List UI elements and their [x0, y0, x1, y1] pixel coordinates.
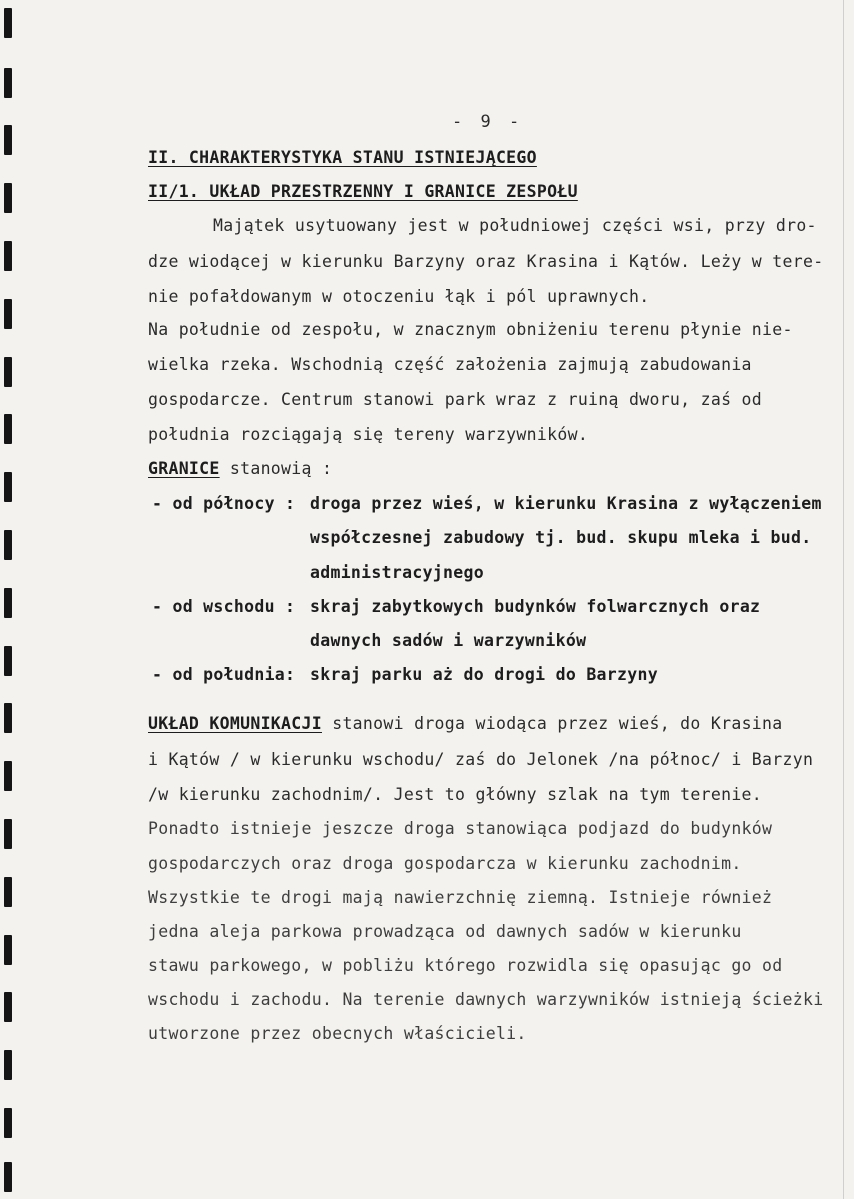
subsection-title: II/1. UKŁAD PRZESTRZENNY I GRANICE ZESPOŁU — [148, 182, 578, 201]
paragraph-line: jedna aleja parkowa prowadząca od dawnych sadów w kierunku — [148, 922, 742, 941]
boundary-label-south: - od południa: — [152, 665, 296, 684]
granice-heading — [148, 459, 332, 478]
paragraph-line: /w kierunku zachodnim/. Jest to główny szlak na tym terenie. — [148, 785, 763, 804]
granice-heading-rest: stanowią : — [219, 459, 333, 478]
paragraph-line: wielka rzeka. Wschodnią część założenia zajmują zabudowania — [148, 355, 752, 374]
boundary-text: współczesnej zabudowy tj. bud. skupu mleka i bud. — [310, 528, 812, 547]
paragraph-line: i Kątów / w kierunku wschodu/ zaś do Jelonek /na północ/ i Barzyn — [148, 750, 814, 769]
komunikacja-first-line — [148, 714, 783, 733]
boundary-text: skraj parku aż do drogi do Barzyny — [310, 665, 658, 684]
komunikacja-heading: UKŁAD KOMUNIKACJI — [148, 714, 322, 733]
boundary-text: skraj zabytkowych budynków folwarcznych oraz — [310, 597, 761, 616]
boundary-text: droga przez wieś, w kierunku Krasina z wyłączeniem — [310, 494, 822, 513]
section-title: II. CHARAKTERYSTYKA STANU ISTNIEJĄCEGO — [148, 148, 537, 167]
paragraph-line: stawu parkowego, w pobliżu którego rozwidla się opasując go od — [148, 956, 783, 975]
paragraph-line: Wszystkie te drogi mają nawierzchnię ziemną. Istnieje również — [148, 888, 773, 907]
paragraph-line: Ponadto istnieje jeszcze droga stanowiąca podjazd do budynków — [148, 819, 773, 838]
boundary-text: dawnych sadów i warzywników — [310, 631, 587, 650]
boundary-label-north: - od północy : — [152, 494, 296, 513]
paragraph-line: wschodu i zachodu. Na terenie dawnych warzywników istnieją ścieżki — [148, 990, 824, 1009]
boundary-label-east: - od wschodu : — [152, 597, 296, 616]
granice-heading-label: GRANICE — [148, 459, 220, 478]
boundary-text: administracyjnego — [310, 563, 484, 582]
paragraph-line: gospodarcze. Centrum stanowi park wraz z ruiną dworu, zaś od — [148, 390, 763, 409]
paragraph-line: nie pofałdowanym w otoczeniu łąk i pól uprawnych. — [148, 287, 650, 306]
paragraph-line: Majątek usytuowany jest w południowej części wsi, przy dro- — [213, 216, 817, 235]
page-number: - 9 - — [452, 112, 524, 132]
paragraph-line: utworzone przez obecnych właścicieli. — [148, 1024, 527, 1043]
paragraph-line: dze wiodącej w kierunku Barzyny oraz Krasina i Kątów. Leży w tere- — [148, 252, 824, 271]
paragraph-line: południa rozciągają się tereny warzywników. — [148, 425, 589, 444]
paragraph-line: Na południe od zespołu, w znacznym obniżeniu terenu płynie nie- — [148, 320, 793, 339]
komunikacja-first-rest: stanowi droga wiodąca przez wieś, do Krasina — [321, 714, 783, 733]
paragraph-line: gospodarczych oraz droga gospodarcza w kierunku zachodnim. — [148, 854, 742, 873]
